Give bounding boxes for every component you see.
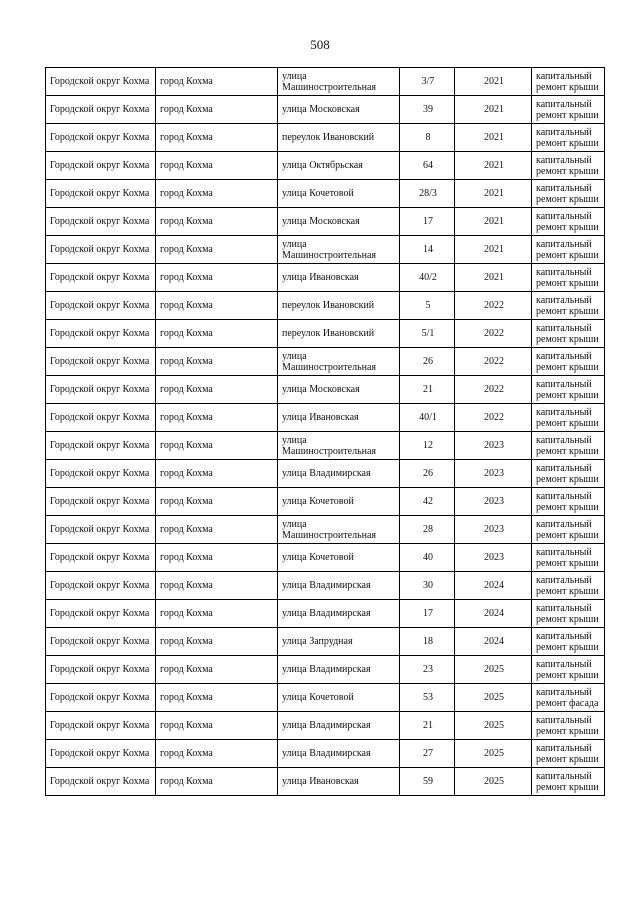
house-number-cell: 27: [400, 740, 455, 768]
municipality-cell: Городской округ Кохма: [46, 740, 156, 768]
municipality-cell: Городской округ Кохма: [46, 712, 156, 740]
street-cell: улица Машиностроительная: [278, 236, 400, 264]
city-cell: город Кохма: [156, 712, 278, 740]
house-number-cell: 40/1: [400, 404, 455, 432]
city-cell: город Кохма: [156, 320, 278, 348]
table-row: [46, 488, 605, 516]
table-row: [46, 544, 605, 572]
municipality-cell: Городской округ Кохма: [46, 292, 156, 320]
street-cell: улица Машиностроительная: [278, 348, 400, 376]
work-type-cell: капитальный ремонт крыши: [532, 68, 605, 96]
city-cell: город Кохма: [156, 292, 278, 320]
house-number-cell: 40: [400, 544, 455, 572]
work-type-cell: капитальный ремонт крыши: [532, 516, 605, 544]
work-type-cell: капитальный ремонт крыши: [532, 376, 605, 404]
city-cell: город Кохма: [156, 208, 278, 236]
street-cell: улица Московская: [278, 96, 400, 124]
municipality-cell: Городской округ Кохма: [46, 68, 156, 96]
municipality-cell: Городской округ Кохма: [46, 460, 156, 488]
house-number-cell: 40/2: [400, 264, 455, 292]
table-row: [46, 628, 605, 656]
year-cell: 2021: [455, 180, 532, 208]
year-cell: 2021: [455, 124, 532, 152]
year-cell: 2021: [455, 96, 532, 124]
street-cell: улица Ивановская: [278, 768, 400, 796]
year-cell: 2022: [455, 292, 532, 320]
municipality-cell: Городской округ Кохма: [46, 600, 156, 628]
street-cell: улица Кочетовой: [278, 488, 400, 516]
house-number-cell: 28/3: [400, 180, 455, 208]
work-type-cell: капитальный ремонт крыши: [532, 768, 605, 796]
registry-table-body: [46, 68, 605, 796]
table-row: [46, 208, 605, 236]
work-type-cell: капитальный ремонт крыши: [532, 348, 605, 376]
table-row: [46, 96, 605, 124]
table-row: [46, 404, 605, 432]
street-cell: улица Ивановская: [278, 264, 400, 292]
house-number-cell: 53: [400, 684, 455, 712]
municipality-cell: Городской округ Кохма: [46, 236, 156, 264]
house-number-cell: 64: [400, 152, 455, 180]
table-row: [46, 572, 605, 600]
year-cell: 2023: [455, 488, 532, 516]
year-cell: 2022: [455, 376, 532, 404]
work-type-cell: капитальный ремонт крыши: [532, 404, 605, 432]
work-type-cell: капитальный ремонт крыши: [532, 740, 605, 768]
work-type-cell: капитальный ремонт крыши: [532, 264, 605, 292]
house-number-cell: 17: [400, 600, 455, 628]
municipality-cell: Городской округ Кохма: [46, 768, 156, 796]
table-row: [46, 600, 605, 628]
city-cell: город Кохма: [156, 432, 278, 460]
house-number-cell: 59: [400, 768, 455, 796]
house-number-cell: 28: [400, 516, 455, 544]
year-cell: 2021: [455, 264, 532, 292]
year-cell: 2025: [455, 656, 532, 684]
city-cell: город Кохма: [156, 404, 278, 432]
year-cell: 2025: [455, 712, 532, 740]
municipality-cell: Городской округ Кохма: [46, 320, 156, 348]
work-type-cell: капитальный ремонт крыши: [532, 460, 605, 488]
work-type-cell: капитальный ремонт крыши: [532, 572, 605, 600]
table-row: [46, 320, 605, 348]
municipality-cell: Городской округ Кохма: [46, 572, 156, 600]
registry-table: [45, 67, 605, 796]
table-row: [46, 516, 605, 544]
table-row: [46, 348, 605, 376]
work-type-cell: капитальный ремонт крыши: [532, 544, 605, 572]
house-number-cell: 21: [400, 376, 455, 404]
municipality-cell: Городской округ Кохма: [46, 544, 156, 572]
street-cell: переулок Ивановский: [278, 292, 400, 320]
municipality-cell: Городской округ Кохма: [46, 124, 156, 152]
work-type-cell: капитальный ремонт крыши: [532, 236, 605, 264]
house-number-cell: 42: [400, 488, 455, 516]
city-cell: город Кохма: [156, 740, 278, 768]
street-cell: улица Кочетовой: [278, 544, 400, 572]
city-cell: город Кохма: [156, 264, 278, 292]
year-cell: 2022: [455, 348, 532, 376]
municipality-cell: Городской округ Кохма: [46, 264, 156, 292]
work-type-cell: капитальный ремонт крыши: [532, 488, 605, 516]
house-number-cell: 30: [400, 572, 455, 600]
year-cell: 2025: [455, 768, 532, 796]
city-cell: город Кохма: [156, 376, 278, 404]
year-cell: 2021: [455, 236, 532, 264]
street-cell: улица Машиностроительная: [278, 68, 400, 96]
city-cell: город Кохма: [156, 628, 278, 656]
table-row: [46, 376, 605, 404]
house-number-cell: 18: [400, 628, 455, 656]
street-cell: улица Кочетовой: [278, 180, 400, 208]
table-row: [46, 124, 605, 152]
street-cell: улица Владимирская: [278, 460, 400, 488]
table-row: [46, 68, 605, 96]
street-cell: переулок Ивановский: [278, 320, 400, 348]
house-number-cell: 21: [400, 712, 455, 740]
year-cell: 2023: [455, 432, 532, 460]
work-type-cell: капитальный ремонт крыши: [532, 712, 605, 740]
house-number-cell: 17: [400, 208, 455, 236]
house-number-cell: 23: [400, 656, 455, 684]
municipality-cell: Городской округ Кохма: [46, 180, 156, 208]
street-cell: улица Владимирская: [278, 656, 400, 684]
city-cell: город Кохма: [156, 124, 278, 152]
table-row: [46, 432, 605, 460]
municipality-cell: Городской округ Кохма: [46, 432, 156, 460]
table-row: [46, 768, 605, 796]
year-cell: 2022: [455, 404, 532, 432]
municipality-cell: Городской округ Кохма: [46, 684, 156, 712]
city-cell: город Кохма: [156, 152, 278, 180]
street-cell: улица Московская: [278, 376, 400, 404]
year-cell: 2021: [455, 68, 532, 96]
year-cell: 2025: [455, 684, 532, 712]
table-row: [46, 152, 605, 180]
city-cell: город Кохма: [156, 516, 278, 544]
city-cell: город Кохма: [156, 460, 278, 488]
work-type-cell: капитальный ремонт крыши: [532, 124, 605, 152]
street-cell: улица Запрудная: [278, 628, 400, 656]
city-cell: город Кохма: [156, 180, 278, 208]
city-cell: город Кохма: [156, 488, 278, 516]
table-row: [46, 684, 605, 712]
city-cell: город Кохма: [156, 236, 278, 264]
city-cell: город Кохма: [156, 348, 278, 376]
street-cell: улица Ивановская: [278, 404, 400, 432]
work-type-cell: капитальный ремонт крыши: [532, 180, 605, 208]
work-type-cell: капитальный ремонт фасада: [532, 684, 605, 712]
municipality-cell: Городской округ Кохма: [46, 348, 156, 376]
city-cell: город Кохма: [156, 600, 278, 628]
year-cell: 2024: [455, 600, 532, 628]
year-cell: 2021: [455, 208, 532, 236]
street-cell: улица Машиностроительная: [278, 516, 400, 544]
house-number-cell: 5/1: [400, 320, 455, 348]
work-type-cell: капитальный ремонт крыши: [532, 152, 605, 180]
table-row: [46, 656, 605, 684]
street-cell: переулок Ивановский: [278, 124, 400, 152]
year-cell: 2021: [455, 152, 532, 180]
house-number-cell: 26: [400, 460, 455, 488]
work-type-cell: капитальный ремонт крыши: [532, 292, 605, 320]
municipality-cell: Городской округ Кохма: [46, 152, 156, 180]
municipality-cell: Городской округ Кохма: [46, 96, 156, 124]
street-cell: улица Октябрьская: [278, 152, 400, 180]
work-type-cell: капитальный ремонт крыши: [532, 628, 605, 656]
street-cell: улица Владимирская: [278, 572, 400, 600]
work-type-cell: капитальный ремонт крыши: [532, 208, 605, 236]
municipality-cell: Городской округ Кохма: [46, 656, 156, 684]
municipality-cell: Городской округ Кохма: [46, 376, 156, 404]
year-cell: 2024: [455, 572, 532, 600]
municipality-cell: Городской округ Кохма: [46, 404, 156, 432]
house-number-cell: 5: [400, 292, 455, 320]
house-number-cell: 8: [400, 124, 455, 152]
house-number-cell: 14: [400, 236, 455, 264]
house-number-cell: 3/7: [400, 68, 455, 96]
house-number-cell: 26: [400, 348, 455, 376]
street-cell: улица Владимирская: [278, 740, 400, 768]
table-row: [46, 264, 605, 292]
year-cell: 2023: [455, 460, 532, 488]
street-cell: улица Владимирская: [278, 712, 400, 740]
table-row: [46, 460, 605, 488]
city-cell: город Кохма: [156, 572, 278, 600]
city-cell: город Кохма: [156, 656, 278, 684]
table-row: [46, 740, 605, 768]
table-row: [46, 180, 605, 208]
house-number-cell: 39: [400, 96, 455, 124]
work-type-cell: капитальный ремонт крыши: [532, 600, 605, 628]
street-cell: улица Московская: [278, 208, 400, 236]
city-cell: город Кохма: [156, 96, 278, 124]
work-type-cell: капитальный ремонт крыши: [532, 432, 605, 460]
year-cell: 2023: [455, 544, 532, 572]
city-cell: город Кохма: [156, 68, 278, 96]
page-number: 508: [310, 37, 330, 52]
municipality-cell: Городской округ Кохма: [46, 488, 156, 516]
work-type-cell: капитальный ремонт крыши: [532, 96, 605, 124]
city-cell: город Кохма: [156, 684, 278, 712]
municipality-cell: Городской округ Кохма: [46, 516, 156, 544]
table-row: [46, 292, 605, 320]
city-cell: город Кохма: [156, 768, 278, 796]
street-cell: улица Машиностроительная: [278, 432, 400, 460]
street-cell: улица Кочетовой: [278, 684, 400, 712]
work-type-cell: капитальный ремонт крыши: [532, 320, 605, 348]
year-cell: 2024: [455, 628, 532, 656]
city-cell: город Кохма: [156, 544, 278, 572]
municipality-cell: Городской округ Кохма: [46, 208, 156, 236]
work-type-cell: капитальный ремонт крыши: [532, 656, 605, 684]
table-row: [46, 712, 605, 740]
year-cell: 2025: [455, 740, 532, 768]
house-number-cell: 12: [400, 432, 455, 460]
table-row: [46, 236, 605, 264]
municipality-cell: Городской округ Кохма: [46, 628, 156, 656]
street-cell: улица Владимирская: [278, 600, 400, 628]
year-cell: 2022: [455, 320, 532, 348]
year-cell: 2023: [455, 516, 532, 544]
